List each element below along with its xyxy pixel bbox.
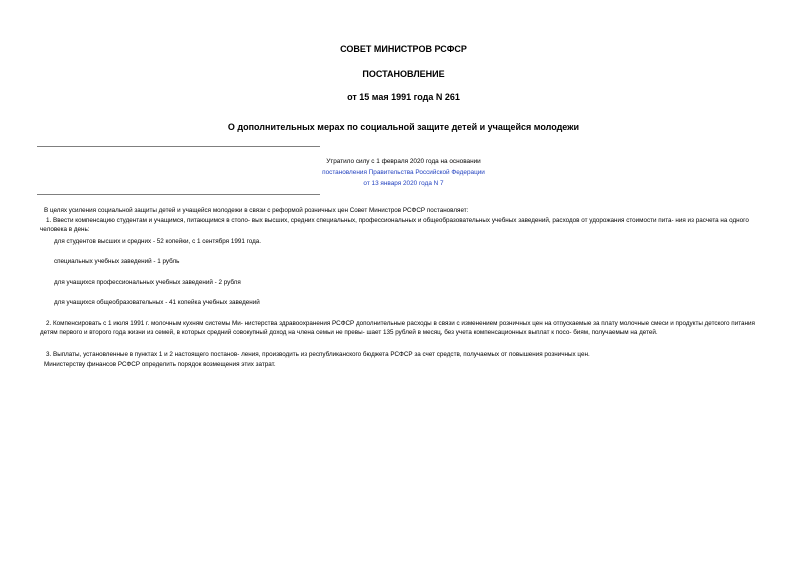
item-1-special-schools: специальных учебных заведений - 1 рубль (54, 258, 180, 265)
doc-type-heading: ПОСТАНОВЛЕНИЕ (362, 69, 445, 79)
status-note-link-resolution[interactable] (0, 169, 807, 177)
item-1-general-schools: для учащихся общеобразовательных - 41 копейка учебных заведений (54, 299, 260, 306)
item-2-paragraph: 2. Компенсировать с 1 июля 1991 г. молочным кухням системы Ми- нистерства здравоохранения РСФСР дополнительные расходы в связи с изменением розничных цен на отпускаемые за плату молочные смеси и продукты детского питания детям первого и второго года жизни из семей, в которых средний совокупный доход на члена семьи не превы- шает 135 рублей в месяц, без учета компенсационных выплат к посо- биям, получаемым на детей. (40, 320, 755, 336)
document-title: О дополнительных мерах по социальной защите детей и учащейся молодежи (227, 122, 580, 132)
resolution-date-link[interactable]: от 13 января 2020 года N 7 (363, 180, 444, 187)
resolution-link[interactable]: постановления Правительства Российской Федерации (322, 169, 485, 176)
issuer-heading: СОВЕТ МИНИСТРОВ РСФСР (340, 44, 467, 54)
item-3-paragraph: 3. Выплаты, установленные в пунктах 1 и 2 настоящего постанов- ления, производить из республиканского бюджета РСФСР за счет средств, получаемых от повышения розничных цен. (46, 351, 590, 358)
status-note-link-date[interactable] (0, 180, 807, 188)
date-number-heading: от 15 мая 1991 года N 261 (347, 92, 460, 102)
item-1-vocational: для учащихся профессиональных учебных заведений - 2 рубля (54, 279, 241, 286)
intro-paragraph: В целях усиления социальной защиты детей и учащейся молодежи в связи с реформой розничных цен Совет Министров РСФСР постановляет: (44, 207, 469, 214)
item-1-students: для студентов высших и средних - 52 копейки, с 1 сентября 1991 года. (54, 238, 262, 245)
top-divider (37, 146, 320, 147)
closing-paragraph: Министерству финансов РСФСР определить порядок возмещения этих затрат. (44, 361, 276, 368)
status-note-text: Утратило силу с 1 февраля 2020 года на основании (326, 158, 481, 165)
bottom-divider (37, 194, 320, 195)
item-1-paragraph: 1. Ввести компенсацию студентам и учащимся, питающимся в столо- вых высших, средних специальных, профессиональных и общеобразовательных учебных заведений, расходов от удорожания стоимости пита- ния из расчета на одного человека в день: (40, 217, 749, 233)
